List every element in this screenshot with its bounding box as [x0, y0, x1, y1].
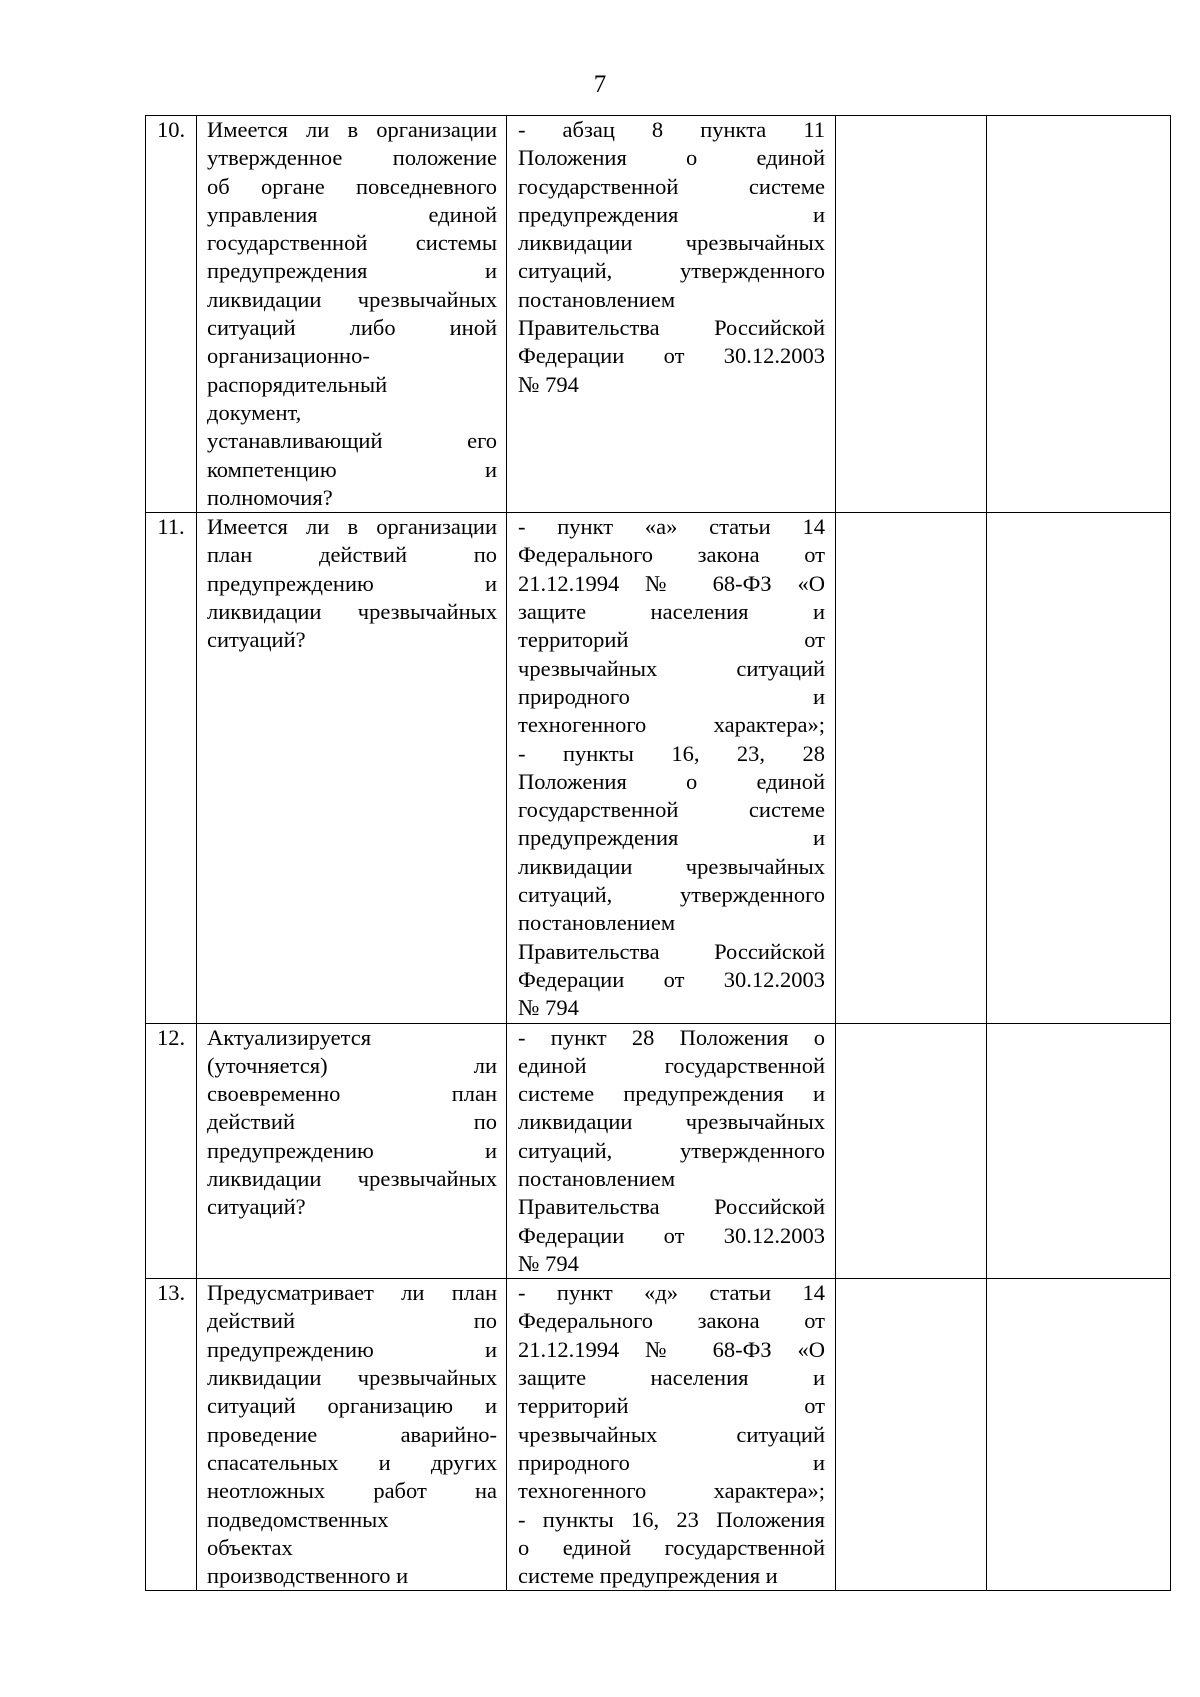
reference-cell-line: предупреждения и: [518, 201, 825, 227]
reference-cell-line: Положения о единой: [518, 145, 825, 171]
reference-cell-line: - пункт «а» статьи 14: [518, 514, 825, 540]
question-cell-line: ликвидации чрезвычайных: [207, 1365, 497, 1391]
reference-cell-line: Правительства Российской: [518, 315, 825, 341]
question-cell-line: Актуализируется: [207, 1024, 372, 1050]
question-cell-line: устанавливающий его: [207, 428, 497, 454]
reference-cell-line: Правительства Российской: [518, 1194, 825, 1220]
reference-cell-line: Федерального закона от: [518, 1308, 825, 1334]
question-cell-line: предупреждения и: [207, 258, 497, 284]
answer-cell[interactable]: [836, 1279, 987, 1591]
question-cell-line: ликвидации чрезвычайных: [207, 286, 497, 312]
question-cell-line: утвержденное положение: [207, 145, 497, 171]
answer-cell[interactable]: [836, 1023, 987, 1279]
reference-cell-line: техногенного характера»;: [518, 712, 825, 738]
question-cell-line: предупреждению и: [207, 1336, 497, 1362]
question-cell-line: план действий по: [207, 542, 497, 568]
note-cell[interactable]: [987, 1023, 1171, 1279]
question-cell-line: спасательных и других: [207, 1449, 497, 1475]
reference-cell-line: единой государственной: [518, 1052, 825, 1078]
reference-cell: [507, 1279, 836, 1591]
reference-cell-line: территорий от: [518, 627, 825, 653]
reference-cell-line: Правительства Российской: [518, 938, 825, 964]
reference-cell-line: № 794: [518, 1250, 579, 1276]
table-row: [146, 1279, 1171, 1591]
reference-cell-line: ситуаций, утвержденного: [518, 258, 825, 284]
question-cell-line: производственного и: [207, 1563, 409, 1589]
question-cell-line: подведомственных: [207, 1506, 389, 1532]
question-cell-line: об органе повседневного: [207, 173, 497, 199]
row-number: 10.: [146, 116, 197, 513]
reference-cell: [507, 513, 836, 1023]
question-cell-line: действий по: [207, 1109, 497, 1135]
question-cell-line: неотложных работ на: [207, 1478, 497, 1504]
reference-cell-line: Федерации от 30.12.2003: [518, 343, 825, 369]
question-cell-line: Предусматривает ли план: [207, 1280, 497, 1306]
note-cell[interactable]: [987, 1279, 1171, 1591]
question-cell-line: полномочия?: [207, 484, 333, 510]
reference-cell-line: о единой государственной: [518, 1534, 825, 1560]
reference-cell-line: № 794: [518, 371, 579, 397]
reference-cell-line: чрезвычайных ситуаций: [518, 655, 825, 681]
reference-cell-line: - пункты 16, 23 Положения: [518, 1506, 825, 1532]
question-cell: [197, 1023, 507, 1279]
question-cell-line: действий по: [207, 1308, 497, 1334]
row-number: 12.: [146, 1023, 197, 1279]
row-number: 11.: [146, 513, 197, 1023]
question-cell-line: документ,: [207, 399, 302, 425]
reference-cell-line: № 794: [518, 995, 579, 1021]
reference-cell-line: Федерального закона от: [518, 542, 825, 568]
question-cell-line: предупреждению и: [207, 1137, 497, 1163]
reference-cell-line: - пункт 28 Положения о: [518, 1024, 825, 1050]
table-row: [146, 116, 1171, 513]
reference-cell-line: - абзац 8 пункта 11: [518, 117, 825, 142]
question-cell-line: ликвидации чрезвычайных: [207, 1165, 497, 1191]
reference-cell-line: - пункт «д» статьи 14: [518, 1280, 825, 1306]
reference-cell-line: системе предупреждения и: [518, 1081, 825, 1107]
table-row: [146, 513, 1171, 1023]
reference-cell-line: ликвидации чрезвычайных: [518, 230, 825, 256]
reference-cell-line: постановлением: [518, 1165, 676, 1191]
reference-cell-line: системе предупреждения и: [518, 1563, 778, 1589]
question-cell-line: ситуаций?: [207, 1194, 306, 1220]
reference-cell-line: - пункты 16, 23, 28: [518, 740, 825, 766]
checklist-table-body: [146, 116, 1171, 1591]
reference-cell-line: территорий от: [518, 1393, 825, 1419]
question-cell-line: ситуаций либо иной: [207, 315, 497, 341]
note-cell[interactable]: [987, 116, 1171, 513]
question-cell: [197, 513, 507, 1023]
reference-cell-line: природного и: [518, 683, 825, 709]
question-cell-line: (уточняется) ли: [207, 1052, 497, 1078]
reference-cell-line: ситуаций, утвержденного: [518, 882, 825, 908]
reference-cell-line: 21.12.1994 № 68-ФЗ «О: [518, 570, 825, 596]
reference-cell-line: Положения о единой: [518, 768, 825, 794]
reference-cell-line: ликвидации чрезвычайных: [518, 853, 825, 879]
reference-cell-line: защите населения и: [518, 599, 825, 625]
question-cell-line: проведение аварийно-: [207, 1421, 497, 1447]
question-cell-line: ситуаций организацию и: [207, 1393, 497, 1419]
reference-cell-line: государственной системе: [518, 797, 825, 823]
reference-cell-line: 21.12.1994 № 68-ФЗ «О: [518, 1336, 825, 1362]
reference-cell-line: ситуаций, утвержденного: [518, 1137, 825, 1163]
reference-cell-line: природного и: [518, 1449, 825, 1475]
reference-cell-line: защите населения и: [518, 1365, 825, 1391]
table-row: [146, 1023, 1171, 1279]
reference-cell-line: техногенного характера»;: [518, 1478, 825, 1504]
answer-cell[interactable]: [836, 513, 987, 1023]
reference-cell-line: чрезвычайных ситуаций: [518, 1421, 825, 1447]
question-cell-line: компетенцию и: [207, 456, 497, 482]
reference-cell-line: ликвидации чрезвычайных: [518, 1109, 825, 1135]
question-cell-line: Имеется ли в организации: [207, 514, 497, 540]
reference-cell-line: Федерации от 30.12.2003: [518, 1222, 825, 1248]
reference-cell-line: постановлением: [518, 910, 676, 936]
question-cell-line: своевременно план: [207, 1081, 497, 1107]
reference-cell-line: постановлением: [518, 286, 676, 312]
question-cell-line: ситуаций?: [207, 627, 306, 653]
reference-cell-line: государственной системе: [518, 173, 825, 199]
question-cell: [197, 1279, 507, 1591]
page-number: 7: [593, 71, 607, 98]
answer-cell[interactable]: [836, 116, 987, 513]
reference-cell-line: Федерации от 30.12.2003: [518, 966, 825, 992]
question-cell-line: управления единой: [207, 201, 497, 227]
question-cell-line: государственной системы: [207, 230, 497, 256]
question-cell-line: ликвидации чрезвычайных: [207, 599, 497, 625]
note-cell[interactable]: [987, 513, 1171, 1023]
question-cell-line: организационно-: [207, 343, 370, 369]
row-number: 13.: [146, 1279, 197, 1591]
question-cell-line: Имеется ли в организации: [207, 117, 497, 142]
question-cell-line: объектах: [207, 1534, 293, 1560]
question-cell: [197, 116, 507, 513]
reference-cell: [507, 116, 836, 513]
checklist-table: [145, 115, 1171, 1591]
reference-cell-line: предупреждения и: [518, 825, 825, 851]
reference-cell: [507, 1023, 836, 1279]
question-cell-line: распорядительный: [207, 371, 388, 397]
question-cell-line: предупреждению и: [207, 570, 497, 596]
